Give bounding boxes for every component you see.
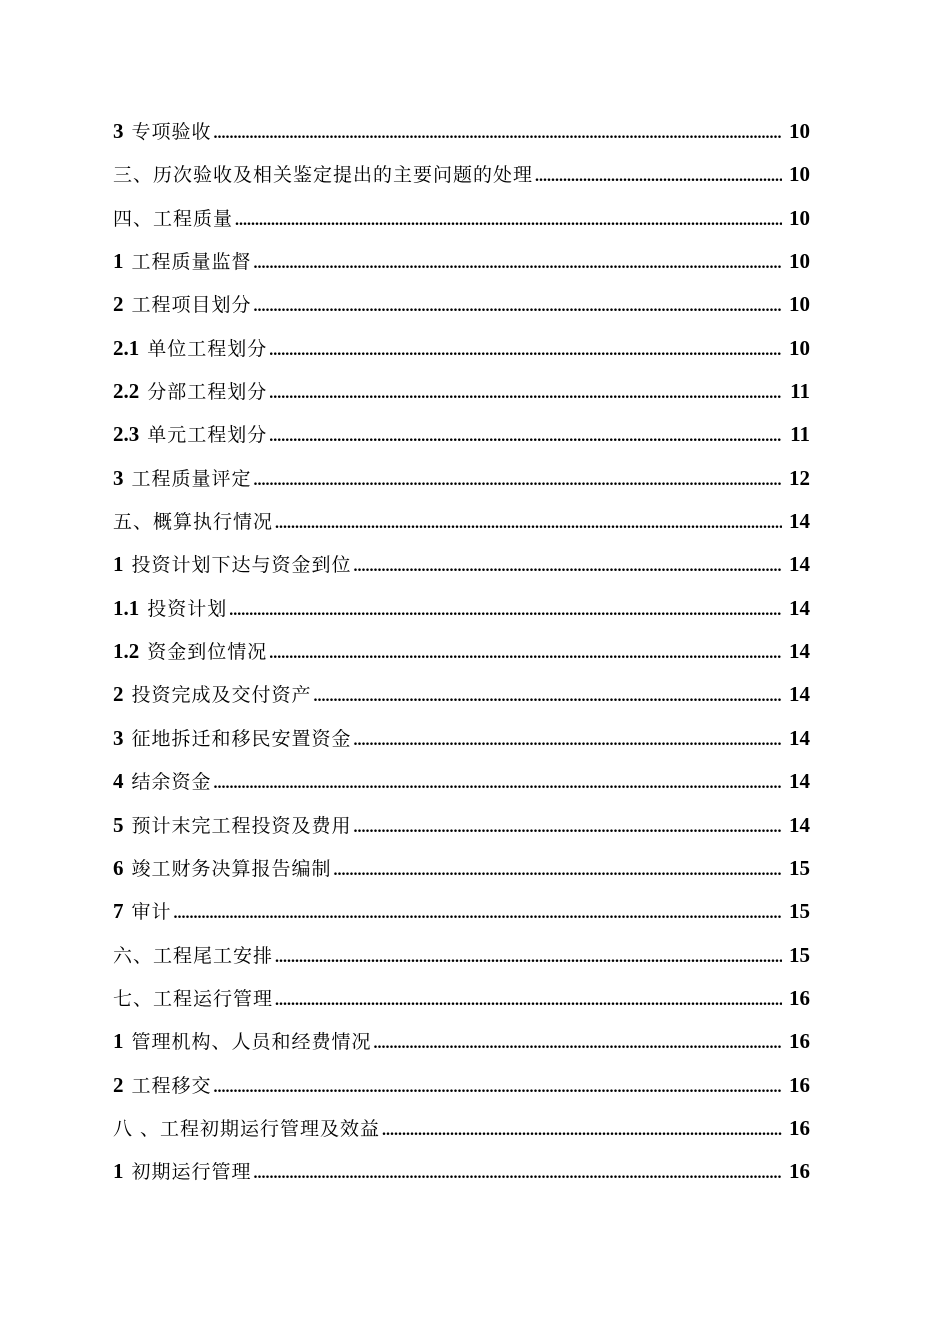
toc-entry[interactable]: [113, 1150, 810, 1193]
toc-dot-leader: [314, 675, 782, 716]
toc-section-number: 2.1: [113, 335, 140, 360]
toc-section-title: 资金到位情况: [147, 641, 268, 664]
toc-dot-leader: [254, 459, 782, 500]
toc-entry[interactable]: [113, 587, 810, 630]
toc-dot-leader: [269, 415, 782, 456]
toc-dot-leader: [374, 1022, 782, 1063]
toc-section-title: 八 、工程初期运行管理及效益: [113, 1117, 381, 1140]
toc-section-title: 单元工程划分: [147, 424, 268, 447]
toc-page-number: 16: [789, 985, 810, 1010]
toc-section-title: 专项验收: [131, 121, 212, 143]
toc-page-number: 16: [789, 1029, 810, 1054]
toc-section-number: 3: [113, 119, 124, 143]
toc-section-number: 6: [113, 855, 124, 880]
toc-section-title: 三、历次验收及相关鉴定提出的主要问题的处理: [113, 164, 534, 187]
toc-page-number: 16: [789, 1072, 810, 1097]
toc-entry[interactable]: [113, 630, 810, 673]
toc-entry[interactable]: [113, 934, 810, 977]
table-of-contents: [113, 110, 810, 1194]
toc-entry[interactable]: [113, 673, 810, 716]
toc-page-number: 14: [789, 812, 810, 837]
toc-dot-leader: [214, 112, 782, 153]
toc-dot-leader: [275, 502, 782, 543]
toc-page-number: 11: [790, 422, 810, 447]
toc-entry[interactable]: [113, 413, 810, 456]
toc-page-number: 11: [790, 379, 810, 404]
toc-page-number: 10: [789, 335, 810, 360]
toc-page-number: 14: [789, 682, 810, 707]
toc-entry[interactable]: [113, 370, 810, 413]
toc-entry[interactable]: [113, 977, 810, 1020]
toc-section-title: 预计末完工程投资及费用: [131, 814, 352, 837]
toc-dot-leader: [254, 1152, 782, 1193]
toc-page-number: 16: [789, 1115, 810, 1140]
toc-page-number: 14: [789, 595, 810, 620]
toc-entry[interactable]: [113, 760, 810, 803]
toc-section-number: 3: [113, 725, 124, 750]
toc-dot-leader: [229, 589, 782, 630]
toc-dot-leader: [214, 762, 782, 803]
toc-dot-leader: [382, 1109, 782, 1150]
toc-entry[interactable]: [113, 1020, 810, 1063]
toc-section-title: 四、工程质量: [113, 207, 234, 230]
toc-section-title: 竣工财务决算报告编制: [131, 857, 332, 880]
toc-section-title: 工程项目划分: [131, 294, 252, 317]
toc-page-number: 15: [789, 942, 810, 967]
toc-section-title: 投资完成及交付资产: [131, 684, 312, 707]
toc-section-number: 1: [113, 1159, 124, 1184]
toc-dot-leader: [254, 242, 782, 283]
toc-entry[interactable]: [113, 847, 810, 890]
toc-section-number: 1: [113, 249, 124, 274]
toc-section-number: 2: [113, 292, 124, 317]
toc-page-number: 14: [789, 552, 810, 577]
toc-section-number: 5: [113, 812, 124, 837]
toc-entry[interactable]: [113, 197, 810, 240]
toc-dot-leader: [269, 329, 782, 370]
toc-section-number: 1: [113, 552, 124, 577]
toc-page-number: 14: [789, 509, 810, 534]
toc-page-number: 10: [789, 292, 810, 317]
toc-dot-leader: [275, 979, 782, 1020]
toc-entry[interactable]: [113, 327, 810, 370]
toc-entry[interactable]: [113, 457, 810, 500]
toc-section-number: 1.2: [113, 639, 140, 664]
toc-page-number: 12: [789, 465, 810, 490]
toc-dot-leader: [354, 806, 782, 847]
toc-dot-leader: [235, 199, 782, 240]
toc-section-number: 7: [113, 899, 124, 924]
toc-dot-leader: [275, 936, 782, 977]
toc-entry[interactable]: [113, 1064, 810, 1107]
toc-entry[interactable]: [113, 543, 810, 586]
toc-dot-leader: [269, 372, 782, 413]
toc-section-title: 初期运行管理: [131, 1161, 252, 1184]
toc-entry[interactable]: [113, 153, 810, 196]
toc-section-title: 征地拆迁和移民安置资金: [131, 727, 352, 750]
toc-section-title: 管理机构、人员和经费情况: [131, 1031, 372, 1054]
toc-section-title: 投资计划下达与资金到位: [131, 554, 352, 577]
toc-page-number: 14: [789, 725, 810, 750]
toc-section-title: 七、工程运行管理: [113, 987, 274, 1010]
toc-section-number: 2.2: [113, 379, 140, 404]
toc-section-number: 4: [113, 769, 124, 794]
toc-entry[interactable]: [113, 110, 810, 153]
toc-dot-leader: [334, 849, 782, 890]
toc-section-title: 结余资金: [131, 771, 212, 794]
toc-dot-leader: [535, 155, 782, 196]
toc-entry[interactable]: [113, 283, 810, 326]
toc-section-title: 单位工程划分: [147, 337, 268, 360]
toc-section-title: 投资计划: [147, 597, 228, 620]
toc-page-number: 10: [789, 205, 810, 230]
toc-dot-leader: [254, 285, 782, 326]
toc-section-title: 工程质量监督: [131, 251, 252, 274]
toc-dot-leader: [214, 1066, 782, 1107]
toc-page-number: 15: [789, 899, 810, 924]
toc-entry[interactable]: [113, 500, 810, 543]
toc-page-number: 16: [789, 1159, 810, 1184]
toc-section-number: 1.1: [113, 595, 140, 620]
toc-section-title: 六、工程尾工安排: [113, 944, 274, 967]
toc-page-number: 10: [789, 119, 810, 143]
toc-entry[interactable]: [113, 717, 810, 760]
toc-section-title: 五、概算执行情况: [113, 511, 274, 534]
toc-dot-leader: [354, 545, 782, 586]
toc-section-number: 3: [113, 465, 124, 490]
toc-section-title: 工程质量评定: [131, 467, 252, 490]
toc-page-number: 10: [789, 162, 810, 187]
toc-section-title: 审计: [131, 901, 172, 924]
toc-entry[interactable]: [113, 890, 810, 933]
toc-page-number: 14: [789, 769, 810, 794]
toc-section-number: 1: [113, 1029, 124, 1054]
toc-section-number: 2.3: [113, 422, 140, 447]
toc-section-title: 工程移交: [131, 1074, 212, 1097]
toc-entry[interactable]: [113, 804, 810, 847]
toc-dot-leader: [354, 719, 782, 760]
toc-entry[interactable]: [113, 240, 810, 283]
toc-dot-leader: [269, 632, 782, 673]
toc-page-number: 10: [789, 249, 810, 274]
toc-section-title: 分部工程划分: [147, 381, 268, 404]
toc-entry[interactable]: [113, 1107, 810, 1150]
toc-section-number: 2: [113, 1072, 124, 1097]
toc-page-number: 14: [789, 639, 810, 664]
toc-page-number: 15: [789, 855, 810, 880]
toc-dot-leader: [174, 892, 782, 933]
toc-section-number: 2: [113, 682, 124, 707]
